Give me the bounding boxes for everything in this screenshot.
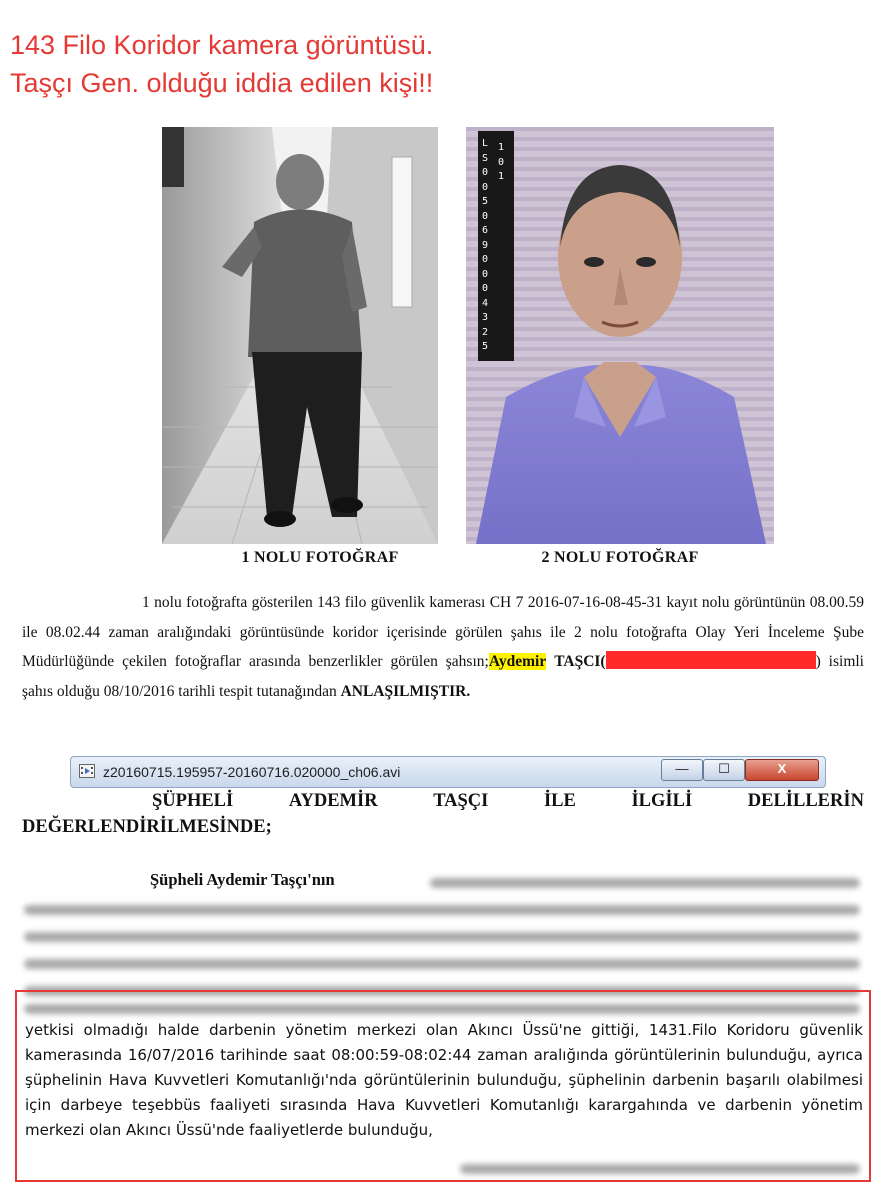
redaction-bar bbox=[606, 651, 816, 669]
section-line-2: DEĞERLENDİRİLMESİNDE; bbox=[22, 817, 272, 837]
photo-1-caption: 1 NOLU FOTOĞRAF bbox=[241, 549, 399, 566]
photo-2-caption: 2 NOLU FOTOĞRAF bbox=[541, 549, 699, 566]
section-word-3: TAŞÇI bbox=[433, 791, 489, 811]
maximize-button[interactable]: ☐ bbox=[703, 759, 745, 781]
headline-line-2: Taşçı Gen. olduğu iddia edilen kişi!! bbox=[10, 68, 434, 98]
minimize-button[interactable]: — bbox=[661, 759, 703, 781]
section-word-6: DELİLLERİN bbox=[747, 791, 864, 811]
section-word-2: AYDEMİR bbox=[288, 791, 378, 811]
section-word-4: İLE bbox=[543, 791, 576, 811]
surname-text: TAŞCI( bbox=[554, 653, 606, 670]
highlighted-text: yetkisi olmadığı halde darbenin yönetim merkezi olan Akıncı Üssü'ne gittiği, 1431.Filo Koridoru güvenlik kamerasında 16/07/2016 tarihinde saat 08:00:59-08:02:44 zaman aralığında görüntülerinin bulunduğu, ayrıca şüphelinin Hava Kuvvetleri Komutanlığı'nda görüntülerinin bulunduğu, şüphelinin darbenin başarılı olabilmesi için darbeye teşebbüs faaliyeti sırasında Hava Kuvvetleri Komutanlığı karargahında ve darbenin yönetim merkezi olan Akıncı Üssü'nde faaliyetlerde bulunduğu, bbox=[25, 1021, 863, 1139]
close-button[interactable]: X bbox=[745, 759, 819, 781]
conclusion-text: ANLAŞILMIŞTIR. bbox=[340, 682, 471, 700]
headline bbox=[10, 26, 870, 102]
id-board-text-2: 101 bbox=[498, 142, 505, 182]
id-board-text: LS0050690004325 bbox=[482, 138, 489, 352]
cctv-photo bbox=[162, 127, 438, 544]
mugshot-photo bbox=[466, 127, 774, 544]
suspect-intro: Şüpheli Aydemir Taşçı'nın bbox=[150, 870, 335, 889]
paragraph-text-1: 1 nolu fotoğrafta gösterilen 143 filo güvenlik kamerası CH 7 2016-07-16-08-45-31 kayıt nolu görüntünün 08.00.59 ile 08.02.44 zaman aralığındaki görüntüsünde koridor içerisinde görülen şahıs ile 2 nolu fotoğrafta Olay Yeri İnceleme Şube Müdürlüğünde çekilen fotoğraflar arasında benzerlikler görülen şahsın; bbox=[22, 594, 864, 670]
section-word-5: İLGİLİ bbox=[631, 791, 693, 811]
highlighted-name: Aydemir bbox=[488, 653, 547, 670]
video-file-icon bbox=[79, 764, 95, 778]
section-word-1: ŞÜPHELİ bbox=[152, 791, 234, 811]
paragraph-text-2: ) isimli şahıs olduğu 08/10/2016 tarihli tespit tutanağından bbox=[22, 653, 864, 700]
window-title: z20160715.195957-20160716.020000_ch06.avi bbox=[103, 764, 401, 780]
evidence-paragraph bbox=[22, 588, 864, 706]
video-window-titlebar[interactable] bbox=[70, 756, 826, 788]
headline-line-1: 143 Filo Koridor kamera görüntüsü. bbox=[10, 30, 434, 60]
section-heading bbox=[22, 788, 864, 840]
